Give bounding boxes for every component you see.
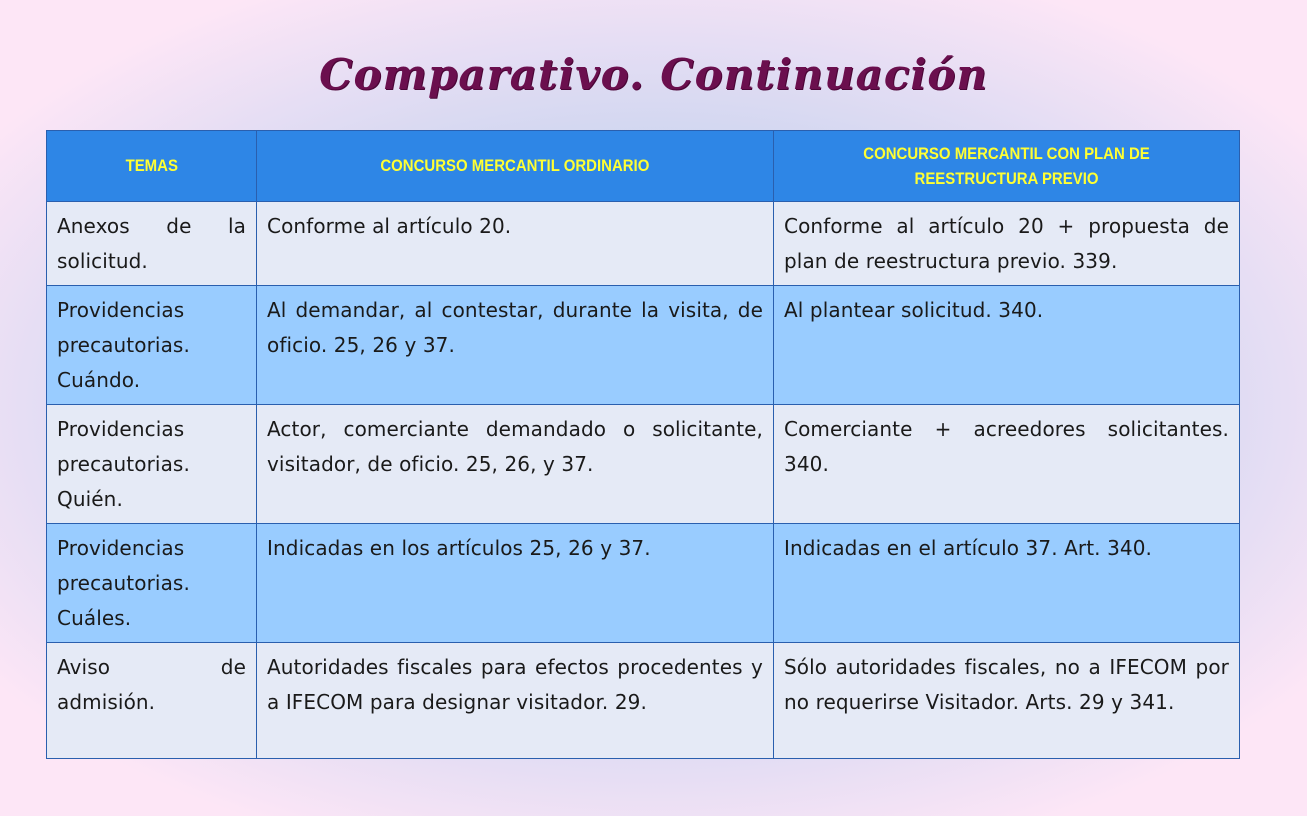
table-cell: Aviso de admisión. (47, 643, 257, 759)
table-cell: Providencias precautorias. Quién. (47, 405, 257, 524)
table-cell: Conforme al artículo 20. (257, 202, 774, 286)
table-cell: Indicadas en los artículos 25, 26 y 37. (257, 524, 774, 643)
table-cell: Actor, comerciante demandado o solicitante, visitador, de oficio. 25, 26, y 37. (257, 405, 774, 524)
table-cell: Anexos de la solicitud. (47, 202, 257, 286)
header-plan-reestructura: CONCURSO MERCANTIL CON PLAN DE REESTRUCTURA PREVIO (774, 131, 1240, 202)
header-temas: TEMAS (47, 131, 257, 202)
table-cell: Al plantear solicitud. 340. (774, 286, 1240, 405)
table-cell: Providencias precautorias. Cuándo. (47, 286, 257, 405)
table-row (47, 524, 1240, 643)
table-row (47, 286, 1240, 405)
table-cell: Sólo autoridades fiscales, no a IFECOM por no requerirse Visitador. Arts. 29 y 341. (774, 643, 1240, 759)
table-header-row (47, 131, 1240, 202)
header-ordinario: CONCURSO MERCANTIL ORDINARIO (257, 131, 774, 202)
table-cell: Conforme al artículo 20 + propuesta de plan de reestructura previo. 339. (774, 202, 1240, 286)
table-cell: Indicadas en el artículo 37. Art. 340. (774, 524, 1240, 643)
table-cell: Comerciante + acreedores solicitantes. 340. (774, 405, 1240, 524)
table-row (47, 202, 1240, 286)
table-cell: Autoridades fiscales para efectos procedentes y a IFECOM para designar visitador. 29. (257, 643, 774, 759)
page-title: Comparativo. Continuación (319, 50, 988, 99)
table-row (47, 643, 1240, 759)
comparison-table (46, 130, 1240, 759)
table-cell: Al demandar, al contestar, durante la visita, de oficio. 25, 26 y 37. (257, 286, 774, 405)
table-row (47, 405, 1240, 524)
table-cell: Providencias precautorias. Cuáles. (47, 524, 257, 643)
